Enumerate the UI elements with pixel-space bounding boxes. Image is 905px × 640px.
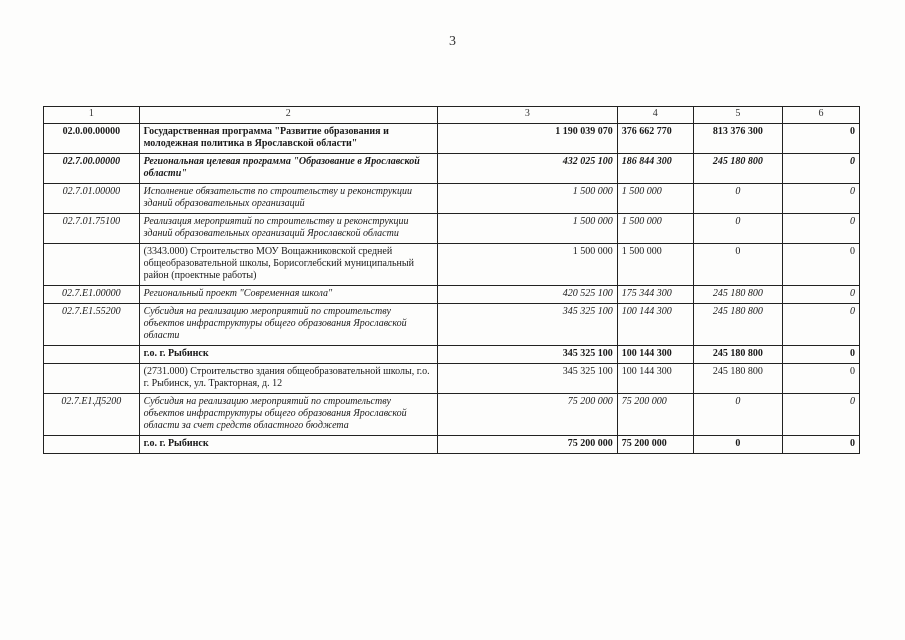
table-body (44, 124, 860, 454)
amount-col4-cell: 100 144 300 (617, 346, 693, 364)
table-row (44, 244, 860, 286)
amount-col4-cell: 1 500 000 (617, 244, 693, 286)
budget-code-cell: 02.7.E1.Д5200 (44, 394, 140, 436)
item-name-cell: Субсидия на реализацию мероприятий по строительству объектов инфраструктуры общего образования Ярославской области за счет средств областного бюджета (139, 394, 437, 436)
amount-total-cell: 345 325 100 (437, 364, 617, 394)
column-header: 6 (783, 107, 860, 124)
page-number: 3 (449, 34, 456, 49)
table-row (44, 214, 860, 244)
amount-total-cell: 345 325 100 (437, 304, 617, 346)
amount-total-cell: 75 200 000 (437, 436, 617, 454)
budget-code-cell: 02.0.00.00000 (44, 124, 140, 154)
amount-col6-cell: 0 (783, 364, 860, 394)
amount-total-cell: 1 190 039 070 (437, 124, 617, 154)
table-row (44, 436, 860, 454)
amount-col5-cell: 0 (693, 214, 782, 244)
amount-col5-cell: 813 376 300 (693, 124, 782, 154)
amount-col4-cell: 75 200 000 (617, 436, 693, 454)
amount-col6-cell: 0 (783, 244, 860, 286)
amount-col5-cell: 0 (693, 394, 782, 436)
budget-code-cell (44, 346, 140, 364)
table-row (44, 346, 860, 364)
amount-col4-cell: 175 344 300 (617, 286, 693, 304)
amount-total-cell: 345 325 100 (437, 346, 617, 364)
item-name-cell: Региональная целевая программа "Образование в Ярославской области" (139, 154, 437, 184)
budget-code-cell: 02.7.01.75100 (44, 214, 140, 244)
amount-total-cell: 432 025 100 (437, 154, 617, 184)
amount-col6-cell: 0 (783, 436, 860, 454)
amount-col5-cell: 0 (693, 436, 782, 454)
item-name-cell: г.о. г. Рыбинск (139, 346, 437, 364)
budget-table (43, 106, 860, 454)
column-header: 1 (44, 107, 140, 124)
amount-col6-cell: 0 (783, 394, 860, 436)
item-name-cell: Исполнение обязательств по строительству и реконструкции зданий образовательных организаций (139, 184, 437, 214)
amount-col4-cell: 1 500 000 (617, 214, 693, 244)
budget-code-cell: 02.7.E1.55200 (44, 304, 140, 346)
item-name-cell: г.о. г. Рыбинск (139, 436, 437, 454)
amount-col6-cell: 0 (783, 286, 860, 304)
column-header: 3 (437, 107, 617, 124)
budget-code-cell: 02.7.00.00000 (44, 154, 140, 184)
column-header: 2 (139, 107, 437, 124)
amount-col5-cell: 245 180 800 (693, 346, 782, 364)
budget-code-cell: 02.7.E1.00000 (44, 286, 140, 304)
table-row (44, 124, 860, 154)
item-name-cell: (2731.000) Строительство здания общеобразовательной школы, г.о. г. Рыбинск, ул. Тракторная, д. 12 (139, 364, 437, 394)
table-row (44, 394, 860, 436)
amount-total-cell: 1 500 000 (437, 214, 617, 244)
amount-col6-cell: 0 (783, 124, 860, 154)
budget-code-cell (44, 436, 140, 454)
amount-total-cell: 1 500 000 (437, 184, 617, 214)
table-row (44, 364, 860, 394)
amount-total-cell: 1 500 000 (437, 244, 617, 286)
amount-col6-cell: 0 (783, 304, 860, 346)
amount-col6-cell: 0 (783, 214, 860, 244)
amount-col6-cell: 0 (783, 346, 860, 364)
budget-code-cell (44, 364, 140, 394)
amount-col5-cell: 0 (693, 184, 782, 214)
amount-total-cell: 75 200 000 (437, 394, 617, 436)
amount-col4-cell: 1 500 000 (617, 184, 693, 214)
table-row (44, 184, 860, 214)
amount-col4-cell: 75 200 000 (617, 394, 693, 436)
table-row (44, 154, 860, 184)
item-name-cell: Региональный проект "Современная школа" (139, 286, 437, 304)
item-name-cell: Государственная программа "Развитие образования и молодежная политика в Ярославской области" (139, 124, 437, 154)
amount-total-cell: 420 525 100 (437, 286, 617, 304)
amount-col4-cell: 100 144 300 (617, 364, 693, 394)
table-row (44, 304, 860, 346)
item-name-cell: (3343.000) Строительство МОУ Вощажниковской средней общеобразовательной школы, Борисоглебский муниципальный район (проектные работы) (139, 244, 437, 286)
item-name-cell: Реализация мероприятий по строительству и реконструкции зданий образовательных организаций Ярославской области (139, 214, 437, 244)
amount-col5-cell: 245 180 800 (693, 286, 782, 304)
amount-col4-cell: 100 144 300 (617, 304, 693, 346)
amount-col5-cell: 245 180 800 (693, 364, 782, 394)
amount-col6-cell: 0 (783, 184, 860, 214)
column-header: 5 (693, 107, 782, 124)
amount-col5-cell: 245 180 800 (693, 154, 782, 184)
amount-col4-cell: 186 844 300 (617, 154, 693, 184)
budget-code-cell (44, 244, 140, 286)
amount-col4-cell: 376 662 770 (617, 124, 693, 154)
table-header-row (44, 107, 860, 124)
table-row (44, 286, 860, 304)
amount-col5-cell: 0 (693, 244, 782, 286)
amount-col5-cell: 245 180 800 (693, 304, 782, 346)
column-header: 4 (617, 107, 693, 124)
budget-code-cell: 02.7.01.00000 (44, 184, 140, 214)
item-name-cell: Субсидия на реализацию мероприятий по строительству объектов инфраструктуры общего образования Ярославской области (139, 304, 437, 346)
amount-col6-cell: 0 (783, 154, 860, 184)
